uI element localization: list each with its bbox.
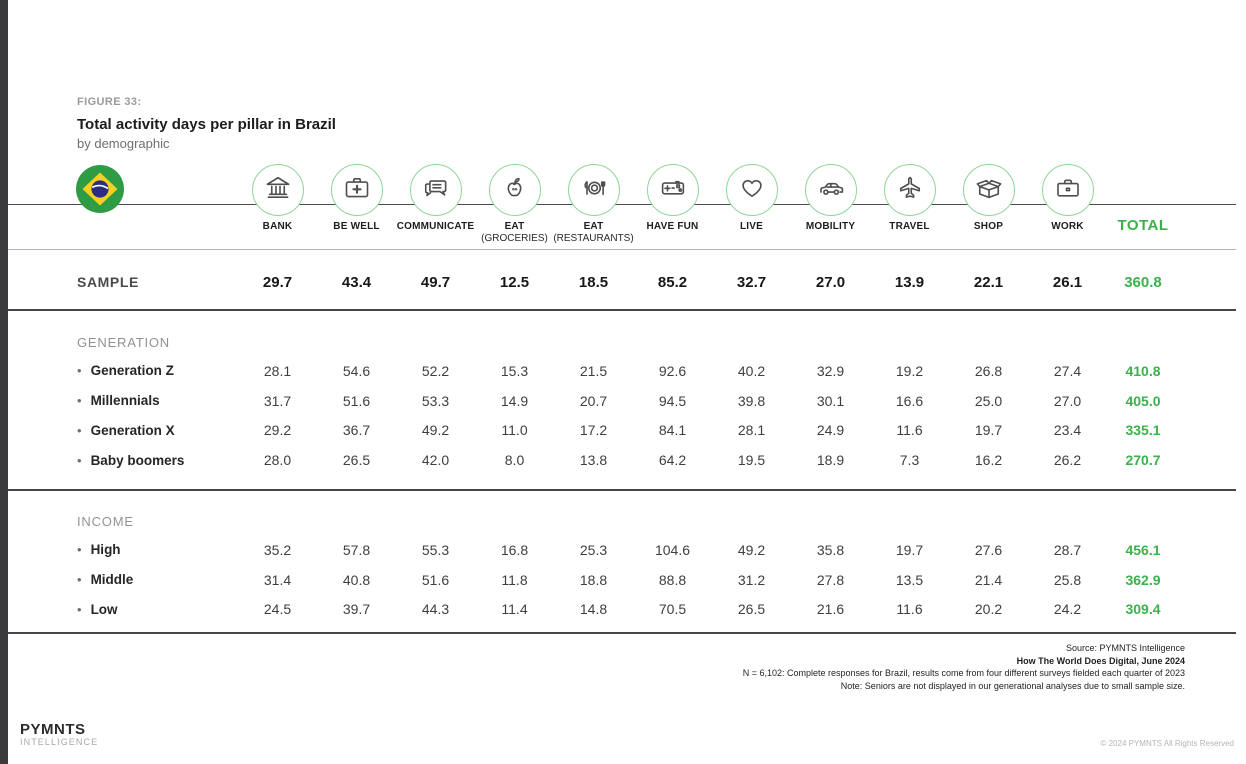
plate-cutlery-icon [579, 173, 609, 208]
row-value: 27.0 [1053, 392, 1082, 409]
row-label-cell [8, 595, 238, 625]
row-value: 27.6 [974, 541, 1003, 558]
row-value: 11.6 [896, 422, 923, 439]
row-label: Generation X [90, 422, 175, 438]
row-value: 17.2 [579, 422, 608, 439]
bullet-icon: • [77, 393, 82, 409]
row-total-value: 270.7 [1125, 452, 1161, 469]
sample-total-value: 360.8 [1124, 273, 1162, 291]
apple-icon [500, 173, 530, 208]
row-value: 88.8 [658, 571, 687, 588]
column-header-label: MOBILITY [805, 221, 856, 232]
sample-value: 49.7 [420, 273, 451, 291]
row-value: 55.3 [421, 541, 450, 558]
pillar-icon-circle [331, 164, 383, 216]
sample-value: 27.0 [815, 273, 846, 291]
pillar-icon-circle [963, 164, 1015, 216]
pillar-icon-circle [410, 164, 462, 216]
row-value: 49.2 [737, 541, 766, 558]
column-header-row [8, 160, 1179, 247]
region-cell [8, 160, 238, 247]
column-header-label: SHOP [973, 221, 1004, 232]
row-value: 23.4 [1053, 422, 1082, 439]
row-value: 26.8 [974, 362, 1003, 379]
row-total-value: 335.1 [1125, 422, 1161, 439]
sample-value: 13.9 [894, 273, 925, 291]
sample-value: 32.7 [736, 273, 767, 291]
sample-row [8, 255, 1179, 309]
row-value: 52.2 [421, 362, 450, 379]
row-value: 19.7 [895, 541, 924, 558]
bullet-icon: • [77, 452, 82, 468]
row-value: 25.3 [579, 541, 608, 558]
pillar-icon-circle [805, 164, 857, 216]
source-line: Source: PYMNTS Intelligence [1065, 643, 1185, 653]
row-value: 18.9 [816, 452, 845, 469]
row-value: 24.9 [816, 422, 845, 439]
row-value: 28.1 [737, 422, 766, 439]
row-value: 21.4 [974, 571, 1003, 588]
row-total-value: 456.1 [1125, 541, 1161, 558]
pillar-icon-circle [884, 164, 936, 216]
row-value: 25.0 [974, 392, 1003, 409]
column-header-label: WORK [1051, 221, 1084, 232]
row-label: High [90, 542, 121, 558]
sample-row-label: SAMPLE [77, 274, 139, 290]
row-value: 16.2 [974, 452, 1003, 469]
row-value: 36.7 [342, 422, 371, 439]
table-row [8, 356, 1179, 386]
sample-value: 85.2 [657, 273, 688, 291]
row-value: 51.6 [421, 571, 450, 588]
open-box-icon [974, 173, 1004, 208]
row-value: 24.2 [1053, 601, 1082, 618]
column-header-label: BE WELL [333, 221, 380, 232]
row-value: 19.5 [737, 452, 766, 469]
row-value: 44.3 [421, 601, 450, 618]
figure-title: Total activity days per pillar in Brazil [77, 116, 336, 133]
row-total-value: 309.4 [1125, 601, 1161, 618]
briefcase-icon [1053, 173, 1083, 208]
row-value: 32.9 [816, 362, 845, 379]
row-value: 21.6 [816, 601, 845, 618]
column-header-label: EAT [583, 221, 604, 232]
row-value: 27.8 [816, 571, 845, 588]
column-header-communicate [396, 160, 475, 247]
row-value: 11.8 [501, 571, 528, 588]
chat-bubbles-icon [421, 173, 451, 208]
heart-icon [737, 173, 767, 208]
column-header-total: TOTAL [1117, 217, 1169, 234]
row-value: 39.7 [342, 601, 371, 618]
column-header-live [712, 160, 791, 247]
car-icon [816, 173, 846, 208]
row-value: 28.1 [263, 362, 292, 379]
left-edge-bar [0, 0, 8, 764]
column-header-be-well [317, 160, 396, 247]
sample-value: 18.5 [578, 273, 609, 291]
row-value: 94.5 [658, 392, 687, 409]
pymnts-logo [20, 722, 98, 748]
row-value: 53.3 [421, 392, 450, 409]
row-label: Generation Z [90, 363, 174, 379]
bullet-icon: • [77, 572, 82, 588]
column-header-travel [870, 160, 949, 247]
bank-icon [263, 173, 293, 208]
column-header-eat [554, 160, 633, 247]
source-line: N = 6,102: Complete responses for Brazil, results come from four different surveys fielded each quarter of 2023 [742, 668, 1185, 679]
sample-value: 26.1 [1052, 273, 1083, 291]
column-header-sublabel: (GROCERIES) [481, 233, 548, 244]
row-value: 28.0 [263, 452, 292, 469]
column-header-bank [238, 160, 317, 247]
row-value: 19.7 [974, 422, 1003, 439]
row-value: 14.8 [579, 601, 608, 618]
row-value: 26.2 [1053, 452, 1082, 469]
section-income [8, 507, 1179, 624]
copyright-text: © 2024 PYMNTS All Rights Reserved [1100, 739, 1234, 748]
table-row [8, 535, 1179, 565]
pillar-icon-circle [726, 164, 778, 216]
row-value: 8.0 [504, 452, 525, 469]
column-header-eat [475, 160, 554, 247]
row-value: 18.8 [579, 571, 608, 588]
pillar-icon-circle [252, 164, 304, 216]
row-value: 104.6 [654, 541, 691, 558]
pillar-icon-circle [489, 164, 541, 216]
row-value: 14.9 [500, 392, 529, 409]
table-row [8, 416, 1179, 446]
row-value: 49.2 [421, 422, 450, 439]
row-value: 21.5 [579, 362, 608, 379]
column-header-label: TRAVEL [889, 221, 930, 232]
row-value: 16.6 [895, 392, 924, 409]
row-total-value: 362.9 [1125, 571, 1161, 588]
row-label-cell [8, 356, 238, 386]
first-aid-kit-icon [342, 173, 372, 208]
row-value: 31.7 [263, 392, 292, 409]
pillar-icon-circle [647, 164, 699, 216]
row-label-cell [8, 535, 238, 565]
source-line: Note: Seniors are not displayed in our generational analyses due to small sample size. [840, 680, 1185, 691]
table-row [8, 386, 1179, 416]
row-value: 51.6 [342, 392, 371, 409]
row-value: 54.6 [342, 362, 371, 379]
generation-bottom-rule [8, 489, 1236, 491]
row-value: 31.4 [263, 571, 292, 588]
row-value: 26.5 [342, 452, 371, 469]
sample-bottom-rule [8, 309, 1236, 311]
row-value: 70.5 [658, 601, 687, 618]
bullet-icon: • [77, 363, 82, 379]
row-value: 11.6 [896, 601, 923, 618]
table-row [8, 445, 1179, 475]
row-value: 15.3 [500, 362, 529, 379]
row-value: 92.6 [658, 362, 687, 379]
brazil-flag-icon [76, 160, 124, 213]
bullet-icon: • [77, 542, 82, 558]
source-note [743, 642, 1185, 692]
row-value: 35.8 [816, 541, 845, 558]
pymnts-logo-wordmark: PYMNTS [20, 721, 86, 738]
row-value: 27.4 [1053, 362, 1082, 379]
row-value: 13.5 [895, 571, 924, 588]
row-value: 40.8 [342, 571, 371, 588]
section-title: INCOME [77, 513, 134, 529]
column-header-shop [949, 160, 1028, 247]
row-value: 84.1 [658, 422, 687, 439]
row-value: 11.0 [501, 422, 528, 439]
row-total-value: 405.0 [1125, 392, 1161, 409]
sample-value: 22.1 [973, 273, 1004, 291]
row-value: 31.2 [737, 571, 766, 588]
row-value: 42.0 [421, 452, 450, 469]
row-label-cell [8, 445, 238, 475]
pymnts-logo-intelligence: INTELLIGENCE [20, 737, 99, 747]
bullet-icon: • [77, 422, 82, 438]
row-value: 20.7 [579, 392, 608, 409]
section-generation [8, 328, 1179, 475]
column-header-have-fun [633, 160, 712, 247]
row-value: 24.5 [263, 601, 292, 618]
row-label-cell [8, 386, 238, 416]
column-header-work [1028, 160, 1107, 247]
bullet-icon: • [77, 601, 82, 617]
airplane-icon [895, 173, 925, 208]
pillar-icon-circle [1042, 164, 1094, 216]
row-label: Baby boomers [90, 452, 185, 468]
table-row [8, 565, 1179, 595]
row-value: 40.2 [737, 362, 766, 379]
row-value: 20.2 [974, 601, 1003, 618]
row-value: 13.8 [579, 452, 608, 469]
row-value: 29.2 [263, 422, 292, 439]
column-header-label: BANK [262, 221, 293, 232]
column-header-label: LIVE [739, 221, 764, 232]
sample-value: 43.4 [341, 273, 372, 291]
row-value: 30.1 [816, 392, 845, 409]
row-value: 28.7 [1053, 541, 1082, 558]
row-value: 16.8 [500, 541, 529, 558]
sample-value: 12.5 [499, 273, 530, 291]
column-header-label: EAT [504, 221, 525, 232]
row-value: 19.2 [895, 362, 924, 379]
header-bottom-rule [8, 249, 1236, 250]
figure-label: FIGURE 33: [77, 96, 142, 108]
row-label: Millennials [90, 393, 160, 409]
row-value: 57.8 [342, 541, 371, 558]
section-title: GENERATION [77, 334, 170, 350]
row-label-cell [8, 565, 238, 595]
source-line: How The World Does Digital, June 2024 [1016, 655, 1185, 666]
game-controller-icon [658, 173, 688, 208]
income-bottom-rule [8, 632, 1236, 634]
row-value: 26.5 [737, 601, 766, 618]
sample-value: 29.7 [262, 273, 293, 291]
row-value: 25.8 [1053, 571, 1082, 588]
column-header-label: COMMUNICATE [396, 221, 475, 232]
row-label-cell [8, 416, 238, 446]
table-row [8, 595, 1179, 625]
figure-subtitle: by demographic [77, 136, 170, 151]
column-header-sublabel: (RESTAURANTS) [553, 233, 634, 244]
row-value: 64.2 [658, 452, 687, 469]
row-label: Low [90, 601, 118, 617]
row-value: 39.8 [737, 392, 766, 409]
pillar-icon-circle [568, 164, 620, 216]
column-header-mobility [791, 160, 870, 247]
row-value: 35.2 [263, 541, 292, 558]
row-total-value: 410.8 [1125, 362, 1161, 379]
column-header-label: HAVE FUN [646, 221, 699, 232]
row-label: Middle [90, 572, 134, 588]
row-value: 7.3 [899, 452, 920, 469]
figure-heading [77, 96, 336, 151]
row-value: 11.4 [501, 601, 528, 618]
